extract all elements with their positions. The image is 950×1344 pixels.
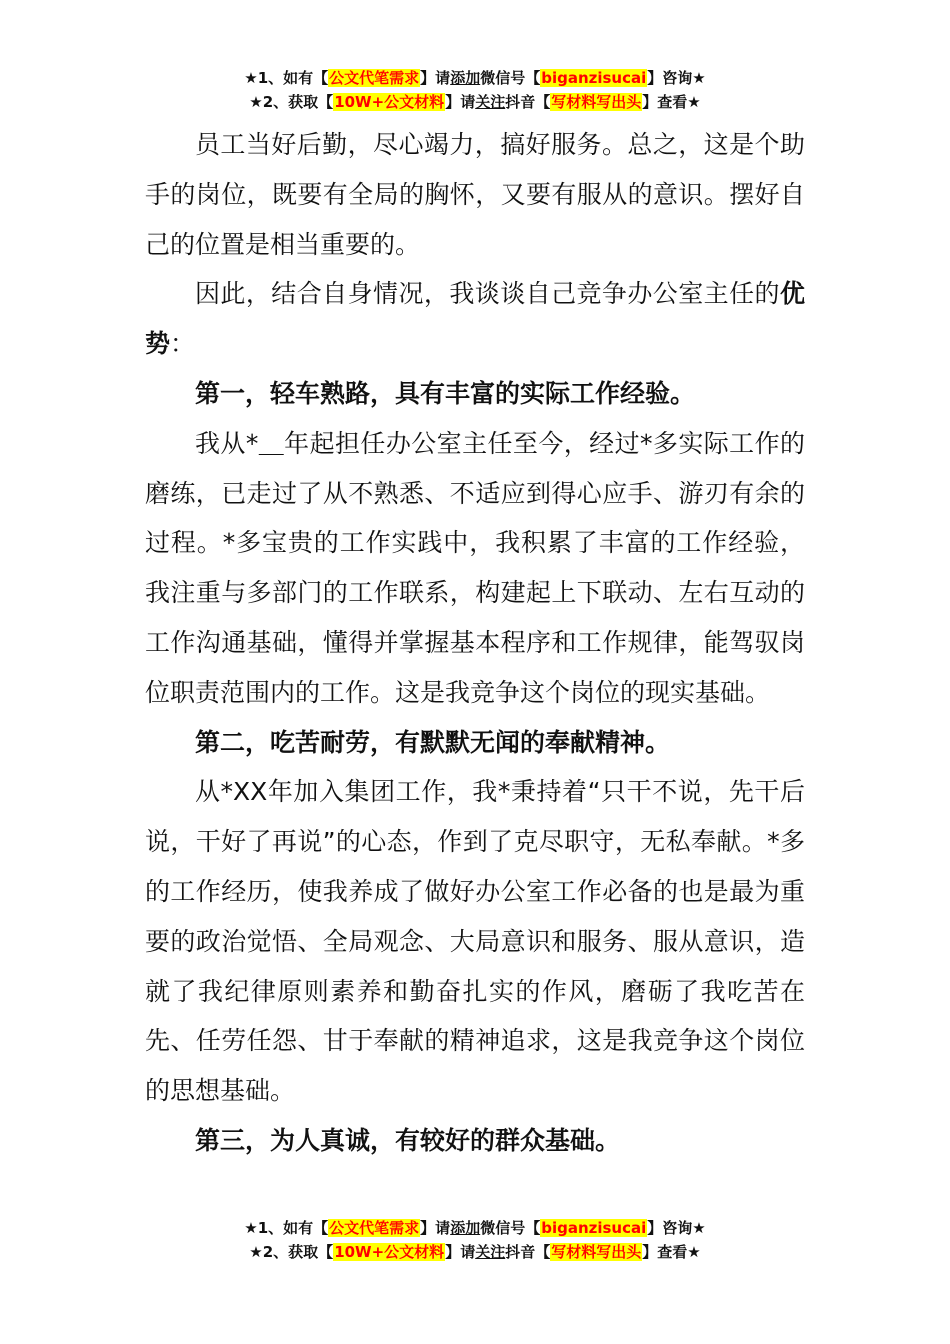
banner-text: 】咨询★ (647, 1219, 706, 1237)
paragraph-text: ： (170, 329, 196, 359)
paragraph: 从*XX年加入集团工作，我*秉持着“只干不说，先干后说，干好了再说”的心态，作到了克尽职守，无私奉献。*多的工作经历，使我养成了做好办公室工作必备的也是最为重要的政治觉悟、全局观念、大局意识和服务、服从意识，造就了我纪律原则素养和勤奋扎实的作风，磨砺了我吃苦在先、任劳任怨、甘于奉献的精神追求，这是我竞争这个岗位的思想基础。 (145, 777, 805, 1106)
banner-text: 】咨询★ (647, 69, 706, 87)
paragraph: 我从*＿年起担任办公室主任至今，经过*多实际工作的磨练，已走过了从不熟悉、不适应到得心应手、游刃有余的过程。*多宝贵的工作实践中，我积累了丰富的工作经验，我注重与多部门的工作联系，构建起上下联动、左右互动的工作沟通基础，懂得并掌握基本程序和工作规律，能驾驭岗位职责范围内的工作。这是我竞争这个岗位的现实基础。 (145, 428, 805, 707)
highlight-writing-service: 公文代笔需求 (329, 69, 420, 87)
banner-underlined-text: 添加 (450, 69, 481, 87)
highlight-writing-service: 公文代笔需求 (329, 1219, 420, 1237)
document-body (145, 120, 805, 1166)
highlight-douyin-account: 写材料写出头 (551, 93, 642, 111)
banner-text: ★1、如有【 (244, 69, 329, 87)
banner-text: 】请 (420, 1219, 451, 1237)
banner-text: ★2、获取【 (249, 93, 334, 111)
bold-keyword: 优势 (145, 279, 805, 359)
banner-text: 】请 (445, 93, 476, 111)
banner-line-2 (0, 1240, 950, 1264)
highlight-wechat-id: biganzisucai (541, 1219, 647, 1237)
section-heading-2: 第二，吃苦耐劳，有默默无闻的奉献精神。 (195, 727, 671, 757)
banner-text: 抖音【 (505, 1243, 551, 1261)
highlight-materials: 10W+公文材料 (334, 93, 445, 111)
banner-underlined-text: 关注 (475, 1243, 506, 1261)
banner-text: 】请 (445, 1243, 476, 1261)
highlight-douyin-account: 写材料写出头 (551, 1243, 642, 1261)
banner-text: ★1、如有【 (244, 1219, 329, 1237)
section-heading-3: 第三，为人真诚，有较好的群众基础。 (195, 1125, 621, 1155)
footer-banner (0, 1216, 950, 1264)
banner-text: 】请 (420, 69, 451, 87)
banner-line-2 (0, 90, 950, 114)
paragraph-advantages-intro (145, 269, 805, 369)
banner-text: ★2、获取【 (249, 1243, 334, 1261)
banner-text: 】查看★ (642, 93, 701, 111)
banner-line-1 (0, 66, 950, 90)
paragraph-text: 因此，结合自身情况，我谈谈自己竞争办公室主任的 (195, 279, 780, 309)
banner-underlined-text: 添加 (450, 1219, 481, 1237)
banner-text: 微信号【 (480, 1219, 541, 1237)
banner-text: 微信号【 (480, 69, 541, 87)
paragraph: 员工当好后勤，尽心竭力，搞好服务。总之，这是个助手的岗位，既要有全局的胸怀，又要有服从的意识。摆好自己的位置是相当重要的。 (145, 130, 805, 259)
highlight-wechat-id: biganzisucai (541, 69, 647, 87)
header-banner (0, 66, 950, 114)
banner-text: 抖音【 (505, 93, 551, 111)
banner-line-1 (0, 1216, 950, 1240)
highlight-materials: 10W+公文材料 (334, 1243, 445, 1261)
banner-underlined-text: 关注 (475, 93, 506, 111)
section-heading-1: 第一，轻车熟路，具有丰富的实际工作经验。 (195, 378, 696, 408)
banner-text: 】查看★ (642, 1243, 701, 1261)
